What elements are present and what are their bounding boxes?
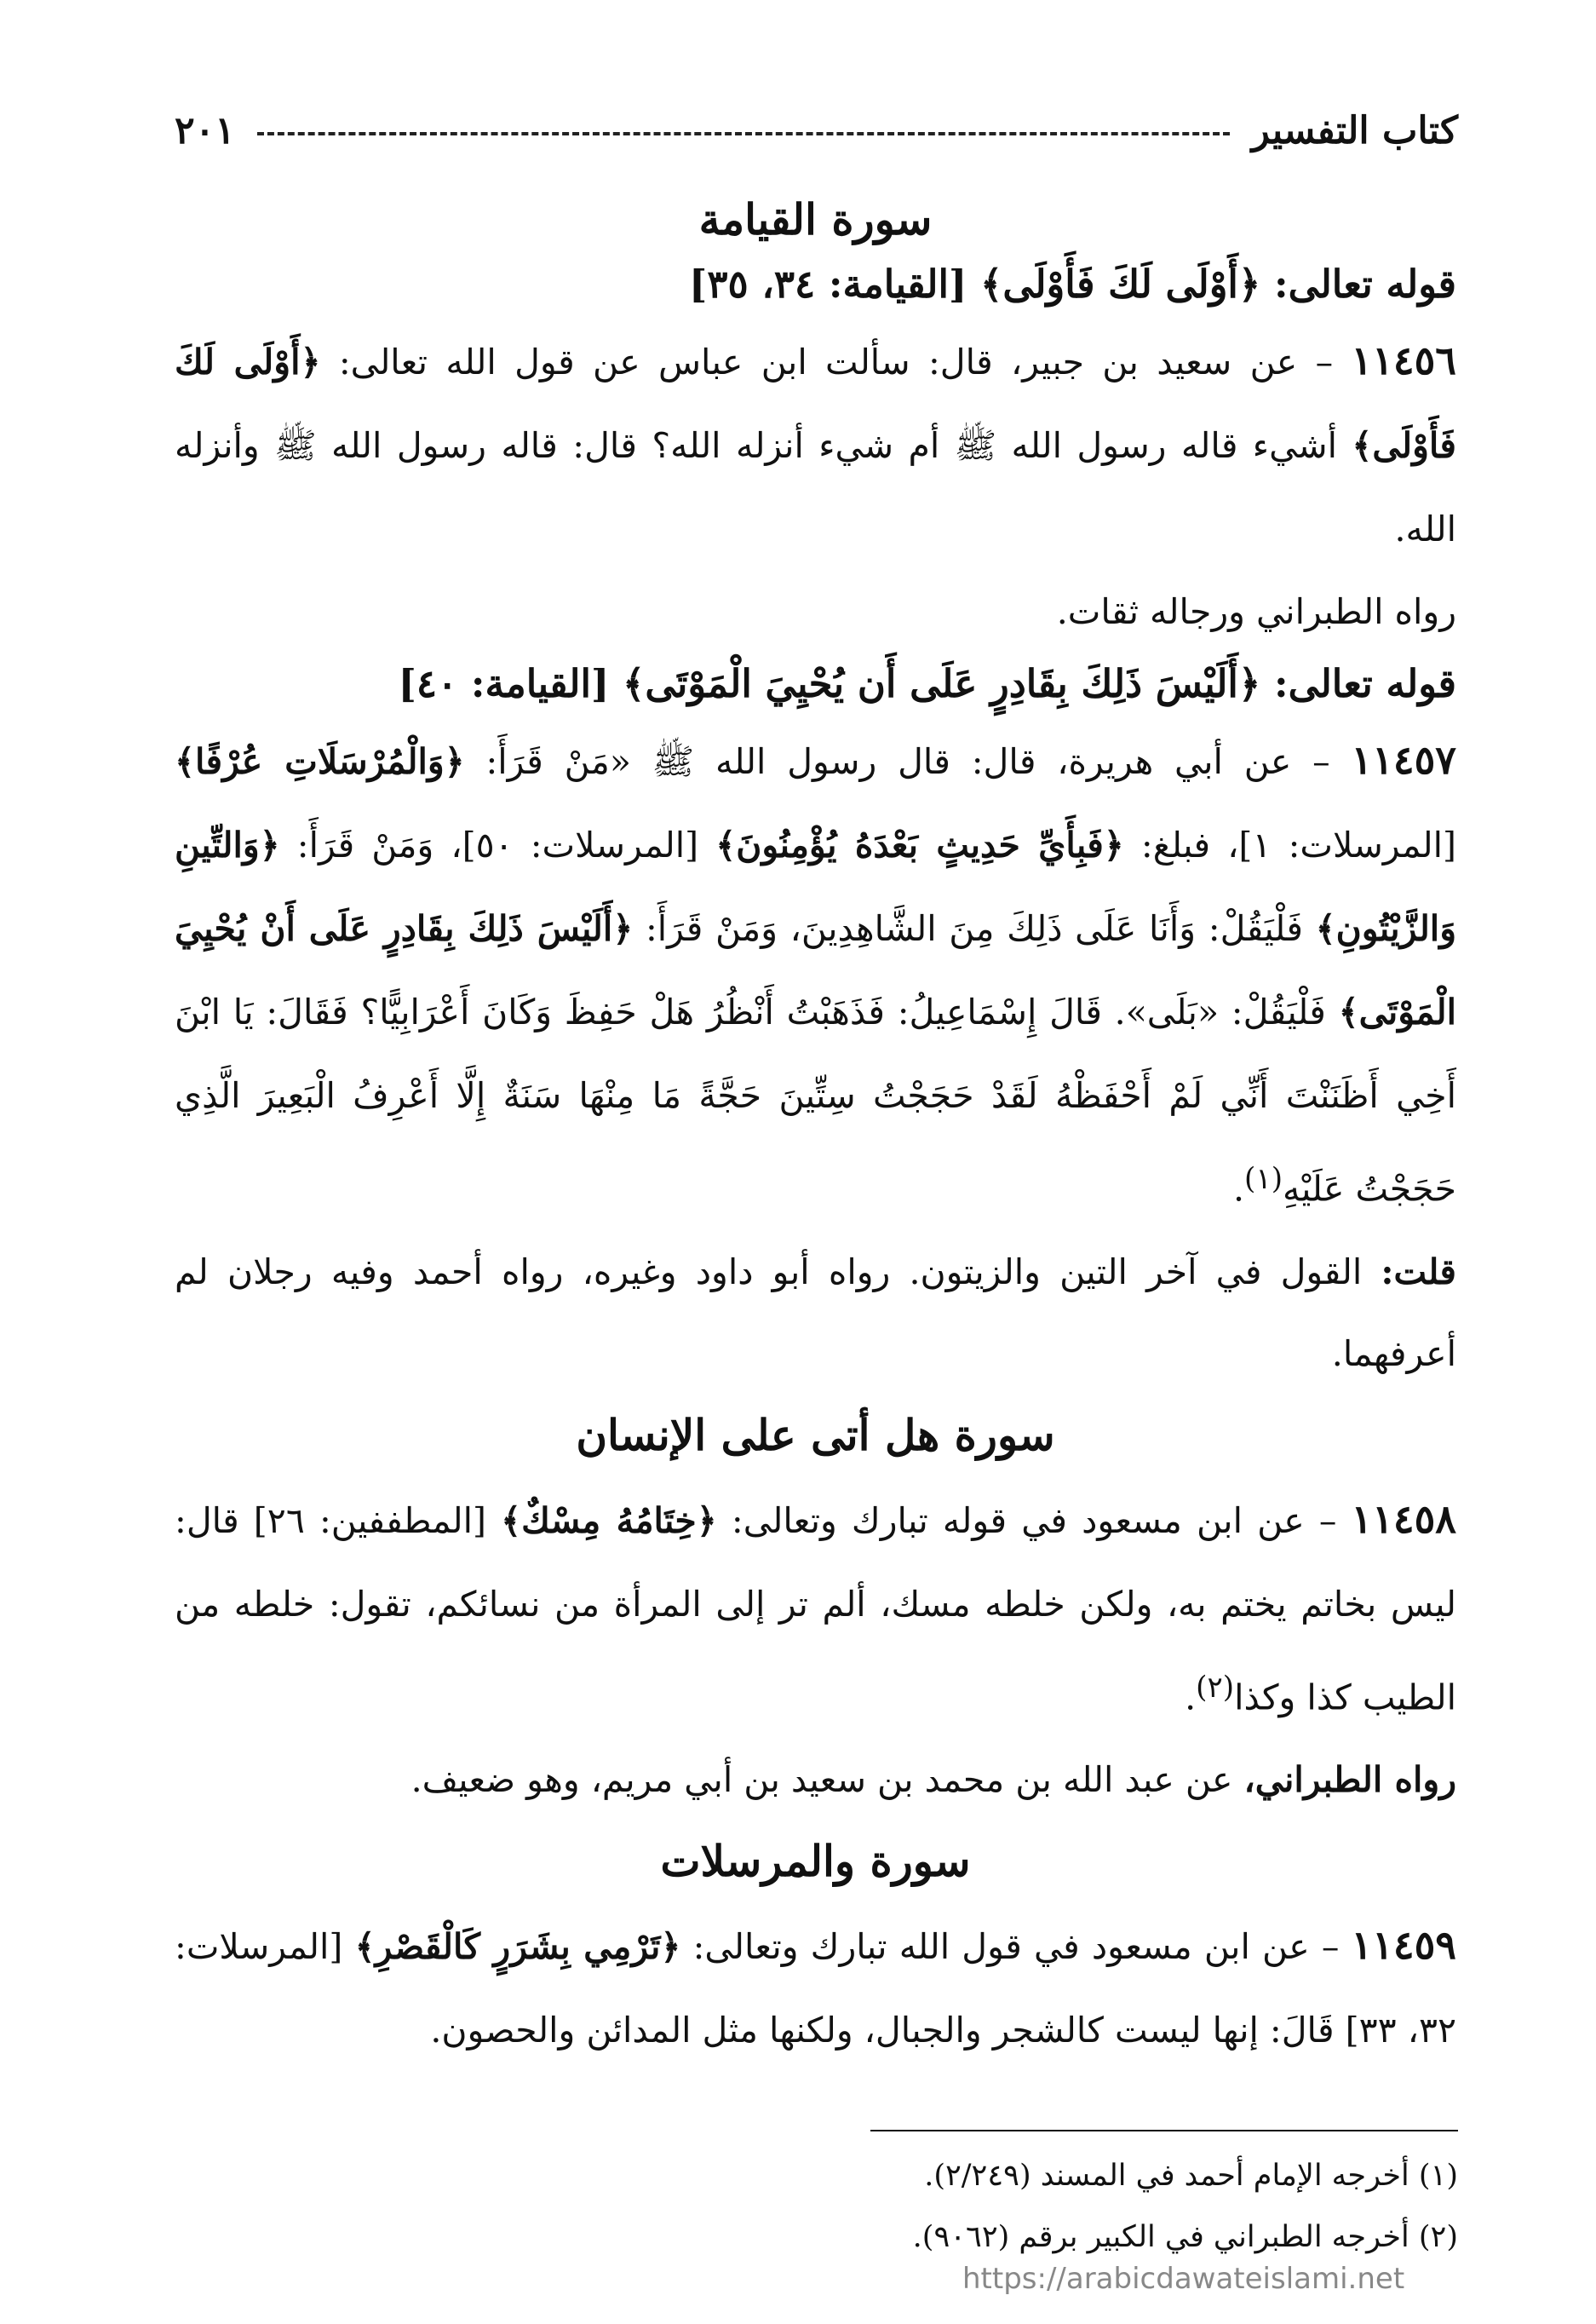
- book-title: كتاب التفسير: [1251, 108, 1458, 152]
- hadith-number: ١١٤٥٧: [1351, 737, 1457, 783]
- note-label: قلت:: [1381, 1251, 1456, 1292]
- verse-heading-1: قوله تعالى: ﴿أَوْلَى لَكَ فَأَوْلَى﴾ [القيامة: ٣٤، ٣٥]: [689, 262, 1456, 307]
- hadith-number: ١١٤٥٩: [1351, 1922, 1457, 1969]
- running-header: [175, 101, 1458, 160]
- quran-quote: ﴿خِتَامُهُ مِسْكٌ﴾: [501, 1499, 717, 1541]
- main-text: [175, 179, 1456, 2072]
- hadith-number: ١١٤٥٨: [1351, 1495, 1456, 1542]
- footnote-ref: (٢): [1196, 1670, 1235, 1705]
- quran-quote: ﴿تَرْمِي بِشَرَرٍ كَالْقَصْرِ﴾: [354, 1926, 681, 1968]
- page-number: ٢٠١: [175, 108, 235, 152]
- quran-quote: ﴿وَالتِّينِ وَالزَّيْتُونِ﴾: [175, 825, 1456, 949]
- hadith-11456: ١١٤٥٦ – عن سعيد بن جبير، قال: سألت ابن عباس عن قول الله تعالى: ﴿أَوْلَى لَكَ فَأَوْلَى﴾ أشيء قاله رسول الله ﷺ أم شيء أنزله الله؟ قال: قاله رسول الله ﷺ وأنزله الله.: [175, 337, 1456, 549]
- source-label: رواه الطبراني،: [1243, 1759, 1456, 1801]
- watermark-url: https://arabicdawateislami.net: [962, 2262, 1405, 2296]
- hadith-number: ١١٤٥٦: [1351, 337, 1456, 383]
- footnote-1: (١) أخرجه الإمام أحمد في المسند (٢/٢٤٩).: [924, 2159, 1458, 2193]
- footnote-2: (٢) أخرجه الطبراني في الكبير برقم (٩٠٦٢).: [912, 2220, 1458, 2254]
- hadith-11457-note: قلت: القول في آخر التين والزيتون. رواه أبو داود وغيره، رواه أحمد وفيه رجلان لم أعرفهما.: [175, 1251, 1456, 1374]
- hadith-11459: ١١٤٥٩ – عن ابن مسعود في قول الله تبارك وتعالى: ﴿تَرْمِي بِشَرَرٍ كَالْقَصْرِ﴾ [المرسلات: ٣٢، ٣٣] قَالَ: إنها ليست كالشجر والجبال، ولكنها مثل المدائن والحصون.: [175, 1922, 1457, 2051]
- hadith-11458-source: رواه الطبراني، عن عبد الله بن محمد بن سعيد بن أبي مريم، وهو ضعيف.: [410, 1759, 1456, 1801]
- footnote-ref: (١): [1244, 1162, 1283, 1196]
- surah-heading-qiyama: سورة القيامة: [698, 194, 933, 244]
- footnotes: [606, 2145, 1458, 2268]
- footnote-divider: [870, 2130, 1458, 2131]
- header-rule: [257, 132, 1230, 135]
- surah-heading-mursalat: سورة والمرسلات: [660, 1836, 971, 1887]
- quran-quote: ﴿أَلَيْسَ ذَلِكَ بِقَادِرٍ عَلَى أَنْ يُحْيِيَ الْمَوْتَى﴾: [175, 908, 1456, 1033]
- hadith-11456-source: رواه الطبراني ورجاله ثقات.: [1056, 591, 1456, 632]
- quran-quote: ﴿فَبِأَيِّ حَدِيثٍ بَعْدَهُ يُؤْمِنُونَ﴾: [715, 825, 1124, 866]
- hadith-11457: ١١٤٥٧ – عن أبي هريرة، قال: قال رسول الله ﷺ «مَنْ قَرَأَ: ﴿وَالْمُرْسَلَاتِ عُرْفًا﴾ [المرسلات: ١]، فبلغ: ﴿فَبِأَيِّ حَدِيثٍ بَعْدَهُ يُؤْمِنُونَ﴾ [المرسلات: ٥٠]، وَمَنْ قَرَأَ: ﴿وَالتِّينِ وَالزَّيْتُونِ﴾ فَلْيَقُلْ: وَأَنَا عَلَى ذَلِكَ مِنَ الشَّاهِدِينَ، وَمَنْ قَرَأَ: ﴿أَلَيْسَ ذَلِكَ بِقَادِرٍ عَلَى أَنْ يُحْيِيَ الْمَوْتَى﴾ فَلْيَقُلْ: «بَلَى». قَالَ إِسْمَاعِيلُ: فَذَهَبْتُ أَنْظُرُ هَلْ حَفِظَ وَكَانَ أَعْرَابِيًّا؟ فَقَالَ: يَا ابْنَ أَخِي أَظَنَنْتَ أَنِّي لَمْ أَحْفَظْهُ لَقَدْ حَجَجْتُ سِتِّينَ حَجَّةً مَا مِنْهَا سَنَةٌ إِلَّا أَعْرِفُ الْبَعِيرَ الَّذِي حَجَجْتُ عَلَيْهِ$^{(١)}$.: [175, 737, 1457, 1210]
- hadith-11458: ١١٤٥٨ – عن ابن مسعود في قوله تبارك وتعالى: ﴿خِتَامُهُ مِسْكٌ﴾ [المطففين: ٢٦] قال: ليس بخاتم يختم به، ولكن خلطه مسك، ألم تر إلى المرأة من نسائكم، تقول: خلطه من الطيب كذا وكذا$^{(٢)}$.: [175, 1495, 1456, 1718]
- verse-heading-2: قوله تعالى: ﴿أَلَيْسَ ذَلِكَ بِقَادِرٍ عَلَى أَن يُحْيِيَ الْمَوْتَى﴾ [القيامة: ٤٠]: [398, 661, 1456, 706]
- quran-quote: ﴿وَالْمُرْسَلَاتِ عُرْفًا﴾: [175, 741, 465, 782]
- surah-heading-insan: سورة هل أتى على الإنسان: [576, 1409, 1055, 1460]
- quran-quote: ﴿أَوْلَى لَكَ فَأَوْلَى﴾: [175, 342, 1456, 466]
